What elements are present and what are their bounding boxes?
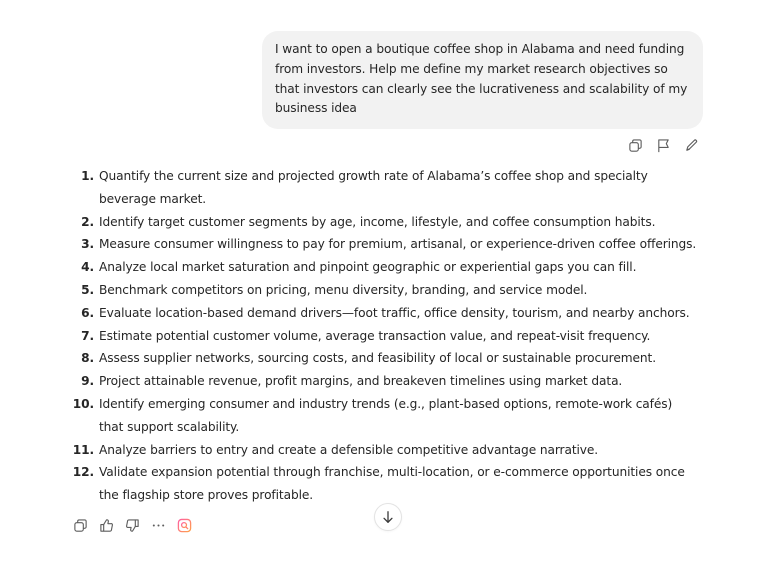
item-number: 11. [72,442,94,457]
list-item [70,233,700,256]
user-message-text: I want to open a boutique coffee shop in Alabama and need funding from investors. Help me define my market research objectives so that investors can clearly see the lucrativeness and scalability of my business idea [275,42,688,116]
item-text: Evaluate location-based demand drivers—foot traffic, office density, tourism, and nearby anchors. [99,305,690,320]
flag-icon [656,138,671,153]
item-number: 5. [81,282,94,297]
thumbs-up-icon [99,518,114,533]
thumbs-down-button[interactable] [124,516,141,534]
list-item [70,302,700,325]
item-number: 2. [81,214,94,229]
copy-icon [73,518,88,533]
scroll-to-bottom-button[interactable] [374,503,402,531]
search-sources-button[interactable] [176,516,193,534]
list-item [70,256,700,279]
item-text: Benchmark competitors on pricing, menu diversity, branding, and service model. [99,282,588,297]
list-item [70,279,700,302]
item-text: Project attainable revenue, profit margins, and breakeven timelines using market data. [99,374,623,389]
item-number: 12. [72,465,94,480]
item-text: Validate expansion potential through franchise, multi-location, or e-commerce opportunities once the flagship store proves profitable. [99,465,685,503]
item-number: 7. [81,328,94,343]
item-number: 1. [81,169,94,183]
item-text: Measure consumer willingness to pay for premium, artisanal, or experience-driven coffee offerings. [99,237,697,252]
item-text: Assess supplier networks, sourcing costs, and feasibility of local or sustainable procurement. [99,351,656,366]
list-item [70,370,700,393]
item-number: 8. [81,351,94,366]
copy-response-button[interactable] [72,516,89,534]
item-text: Analyze local market saturation and pinpoint geographic or experiential gaps you can fill. [99,260,637,275]
list-item [70,211,700,234]
list-item [70,461,700,507]
more-options-button[interactable] [150,516,167,534]
item-text: Identify target customer segments by age, income, lifestyle, and coffee consumption habits. [99,214,656,229]
copy-icon [628,138,643,153]
thumbs-up-button[interactable] [98,516,115,534]
list-item [70,325,700,348]
item-text: Quantify the current size and projected growth rate of Alabama’s coffee shop and specialty beverage market. [99,169,648,206]
more-icon [151,518,166,533]
user-message-actions [626,136,700,154]
list-item [70,393,700,439]
item-number: 9. [81,374,94,389]
arrow-down-icon [381,510,395,524]
thumbs-down-icon [125,518,140,533]
response-actions [72,515,193,535]
item-number: 3. [81,237,94,252]
item-text: Estimate potential customer volume, average transaction value, and repeat-visit frequency. [99,328,651,343]
response-objectives-list [70,165,700,507]
item-text: Identify emerging consumer and industry trends (e.g., plant-based options, remote-work cafés) that support scalability. [99,396,673,434]
edit-icon [684,138,699,153]
item-text: Analyze barriers to entry and create a defensible competitive advantage narrative. [99,442,599,457]
edit-message-button[interactable] [682,136,700,154]
item-number: 4. [81,260,94,275]
user-message-bubble [262,31,703,129]
item-number: 10. [72,396,94,411]
list-item [70,439,700,462]
copy-message-button[interactable] [626,136,644,154]
item-number: 6. [81,305,94,320]
search-sources-icon [177,518,192,533]
report-message-button[interactable] [654,136,672,154]
list-item [70,347,700,370]
list-item [70,165,700,211]
